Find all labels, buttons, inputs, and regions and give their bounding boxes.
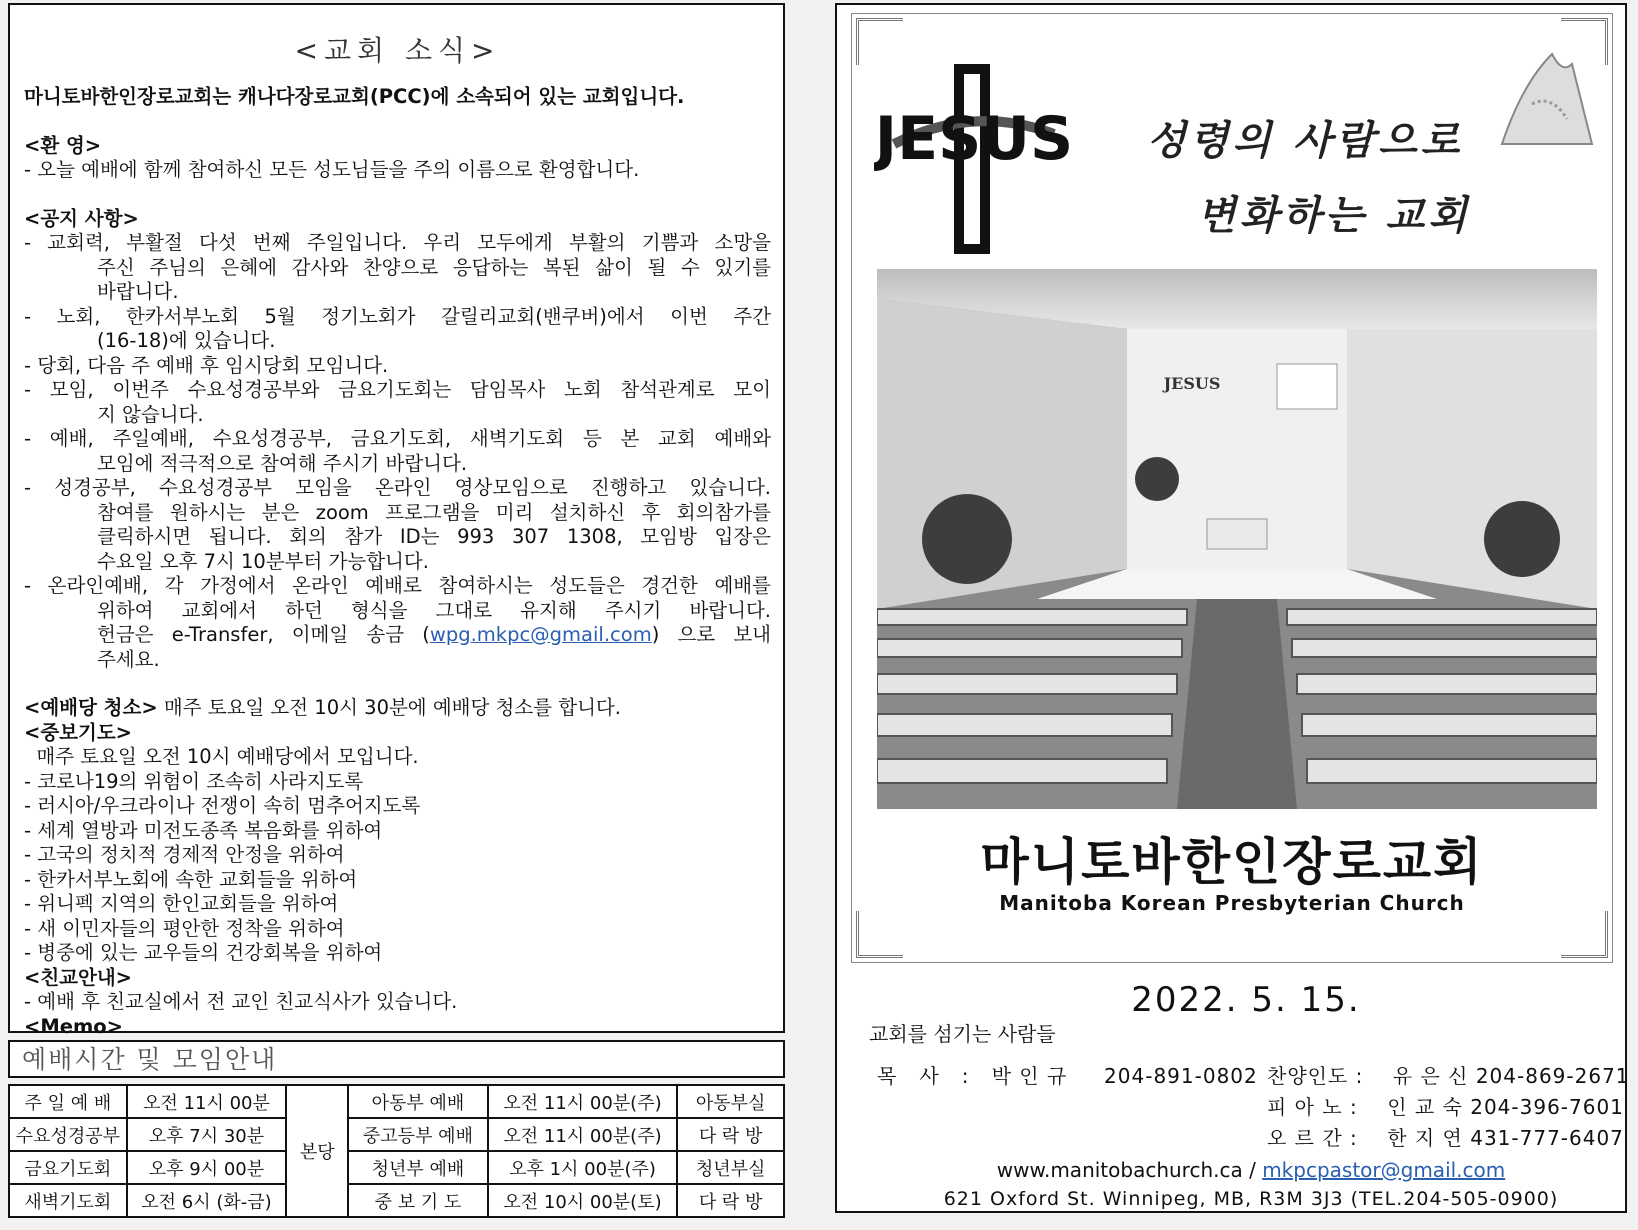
- notice-line: 모임에 적극적으로 참여해 주시기 바랍니다.: [97, 451, 468, 475]
- meeting-location: 다 락 방: [677, 1184, 784, 1217]
- church-news-panel: [8, 3, 785, 1038]
- news-title: <교회 소식>: [294, 34, 501, 67]
- prayer-item: - 새 이민자들의 평안한 정착을 위하여: [24, 916, 345, 940]
- staff-organ: 오 르 간 : 한 지 연 431-777-6407: [1267, 1126, 1624, 1150]
- meeting-name: 아동부 예배: [348, 1085, 488, 1118]
- notice-list: [24, 231, 771, 574]
- meeting-location: 다 락 방: [677, 1118, 784, 1151]
- bulletin-date: 2022. 5. 15.: [1131, 980, 1361, 1020]
- church-address: 621 Oxford St. Winnipeg, MB, R3M 3J3 (TEL.204-505-0900): [943, 1188, 1559, 1210]
- schedule-row: [9, 1085, 784, 1118]
- meeting-time: 오전 11시 00분(주): [488, 1118, 678, 1151]
- sanctuary-photo: [877, 269, 1597, 809]
- notice-line: - 교회력, 부활절 다섯 번째 주일입니다. 우리 모두에게 부활의 기쁨과 소망을: [24, 231, 771, 254]
- notice-line: - 모임, 이번주 수요성경공부와 금요기도회는 담임목사 노회 참석관계로 모이: [24, 378, 771, 401]
- ornament-corner: [856, 911, 903, 958]
- notice-line: 주신 주님의 은혜에 감사와 찬양으로 응답하는 복된 삶이 될 수 있기를: [97, 255, 771, 279]
- prayer-item: - 코로나19의 위험이 조속히 사라지도록: [24, 769, 364, 793]
- notice-line: - 성경공부, 수요성경공부 모임을 온라인 영상모임으로 진행하고 있습니다.: [24, 476, 771, 499]
- notice-line: 수요일 오후 7시 10분부터 가능합니다.: [97, 549, 429, 573]
- notice-line: - 예배, 주일예배, 수요성경공부, 금요기도회, 새벽기도회 등 본 교회 예배와: [24, 427, 771, 450]
- service-time: 오후 9시 00분: [127, 1151, 287, 1184]
- meeting-time: 오전 10시 00분(토): [488, 1184, 678, 1217]
- slogan-line-2: 변화하는 교회: [1197, 193, 1471, 239]
- notice-item: [24, 231, 771, 305]
- prayer-item: - 러시아/우크라이나 전쟁이 속히 멈추어지도록: [24, 794, 421, 817]
- prayer-item: - 위니펙 지역의 한인교회들을 위하여: [24, 892, 339, 915]
- church-name-english: Manitoba Korean Presbyterian Church: [999, 891, 1465, 915]
- meeting-name: 청년부 예배: [348, 1151, 488, 1184]
- schedule-row: [9, 1151, 784, 1184]
- notice-line: - 온라인예배, 각 가정에서 온라인 예배로 참여하시는 성도들은 경건한 예배를: [24, 574, 771, 597]
- notice-item: [24, 305, 771, 354]
- meeting-name: 중 보 기 도: [348, 1184, 488, 1217]
- prayer-item: - 고국의 정치적 경제적 안정을 위하여: [24, 843, 345, 866]
- fellowship-heading: <친교안내>: [24, 965, 133, 989]
- notice-line: 지 않습니다.: [97, 402, 204, 426]
- church-email-link[interactable]: wpg.mkpc@gmail.com: [429, 623, 652, 646]
- prayer-item: - 병중에 있는 교우들의 건강회복을 위하여: [24, 941, 383, 964]
- ornament-corner: [1561, 911, 1608, 958]
- praying-hands-icon: [1482, 44, 1602, 154]
- meeting-time: 오후 1시 00분(주): [488, 1151, 678, 1184]
- notice-line: 참여를 원하시는 분은 zoom 프로그램을 미리 설치하신 후 회의참가를: [97, 500, 771, 524]
- cleaning-info: <예배당 청소> 매주 토요일 오전 10시 30분에 예배당 청소를 합니다.: [24, 696, 621, 719]
- service-name: 새벽기도회: [9, 1184, 127, 1217]
- prayer-item: - 한카서부노회에 속한 교회들을 위하여: [24, 867, 358, 891]
- schedule-table: [8, 1084, 785, 1218]
- service-name: 금요기도회: [9, 1151, 127, 1184]
- notice-item: [24, 378, 771, 427]
- intro-text: 마니토바한인장로교회는 캐나다장로교회(PCC)에 소속되어 있는 교회입니다.: [24, 85, 685, 108]
- slogan-line-1: 성령의 사람으로: [1147, 118, 1464, 164]
- staff-pastor: 목 사 : 박 인 규 204-891-0802: [877, 1064, 1258, 1088]
- notice-line: - 노회, 한카서부노회 5월 정기노회가 갈릴리교회(밴쿠버)에서 이번 주간: [24, 304, 771, 328]
- church-name-korean: 마니토바한인장로교회: [980, 833, 1484, 891]
- prayer-item: - 세계 열방과 미전도종족 복음화를 위하여: [24, 818, 383, 842]
- notice-line: 헌금은 e-Transfer, 이메일 송금 (wpg.mkpc@gmail.com) 으로 보내: [97, 623, 772, 646]
- contact-web: www.manitobachurch.ca / mkpcpastor@gmail.com: [996, 1158, 1506, 1182]
- schedule-title: 예배시간 및 모임안내: [22, 1045, 278, 1074]
- service-name: 주 일 예 배: [9, 1085, 127, 1118]
- notice-online-worship: [24, 574, 771, 672]
- service-time: 오후 7시 30분: [127, 1118, 287, 1151]
- fellowship-text: - 예배 후 친교실에서 전 교인 친교식사가 있습니다.: [24, 990, 458, 1013]
- notice-item: [24, 354, 771, 379]
- welcome-text: - 오늘 예배에 함께 참여하신 모든 성도님들을 주의 이름으로 환영합니다.: [24, 158, 640, 181]
- service-place: 본당: [286, 1085, 348, 1217]
- bulletin-cover: [835, 3, 1630, 1213]
- schedule-title-box: [8, 1040, 785, 1078]
- logo-text: JESUS: [874, 104, 1074, 174]
- notice-line: 바랍니다.: [97, 280, 179, 303]
- prayer-heading: <중보기도>: [24, 720, 133, 744]
- prayer-intro: 매주 토요일 오전 10시 예배당에서 모입니다.: [24, 745, 419, 768]
- schedule-row: [9, 1184, 784, 1217]
- website-link[interactable]: www.manitobachurch.ca: [996, 1158, 1243, 1182]
- meeting-location: 아동부실: [677, 1085, 784, 1118]
- service-time: 오전 11시 00분: [127, 1085, 287, 1118]
- service-time: 오전 6시 (화-금): [127, 1184, 287, 1217]
- staff-heading: 교회를 섬기는 사람들: [869, 1022, 1056, 1046]
- meeting-location: 청년부실: [677, 1151, 784, 1184]
- service-name: 수요성경공부: [9, 1118, 127, 1151]
- ornament-corner: [856, 18, 903, 65]
- prayer-list: [24, 770, 771, 966]
- welcome-heading: <환 영>: [24, 133, 102, 157]
- notice-line: 위하여 교회에서 하던 형식을 그대로 유지해 주시기 바랍니다.: [97, 598, 771, 622]
- staff-piano: 피 아 노 : 인 교 숙 204-396-7601: [1267, 1095, 1624, 1119]
- notice-item: [24, 476, 771, 574]
- notice-line: - 당회, 다음 주 예배 후 임시당회 모임니다.: [24, 353, 389, 377]
- schedule-row: [9, 1118, 784, 1151]
- notice-line: 주세요.: [97, 647, 160, 671]
- cover-frame: [851, 13, 1613, 963]
- notice-heading: <공지 사항>: [24, 206, 139, 230]
- pastor-email-link[interactable]: mkpcpastor@gmail.com: [1262, 1158, 1506, 1182]
- jesus-cross-logo: [874, 64, 1074, 254]
- photo-wall-sign: JESUS: [1163, 374, 1221, 393]
- meeting-time: 오전 11시 00분(주): [488, 1085, 678, 1118]
- notice-line: 클릭하시면 됩니다. 회의 참가 ID는 993 307 1308, 모임방 입장은: [97, 525, 771, 548]
- staff-worship-leader: 찬양인도 : 유 은 신 204-869-2671: [1267, 1064, 1630, 1088]
- meeting-name: 중고등부 예배: [348, 1118, 488, 1151]
- notice-item: [24, 427, 771, 476]
- notice-line: (16-18)에 있습니다.: [97, 329, 276, 352]
- memo-heading: <Memo>: [24, 1014, 124, 1038]
